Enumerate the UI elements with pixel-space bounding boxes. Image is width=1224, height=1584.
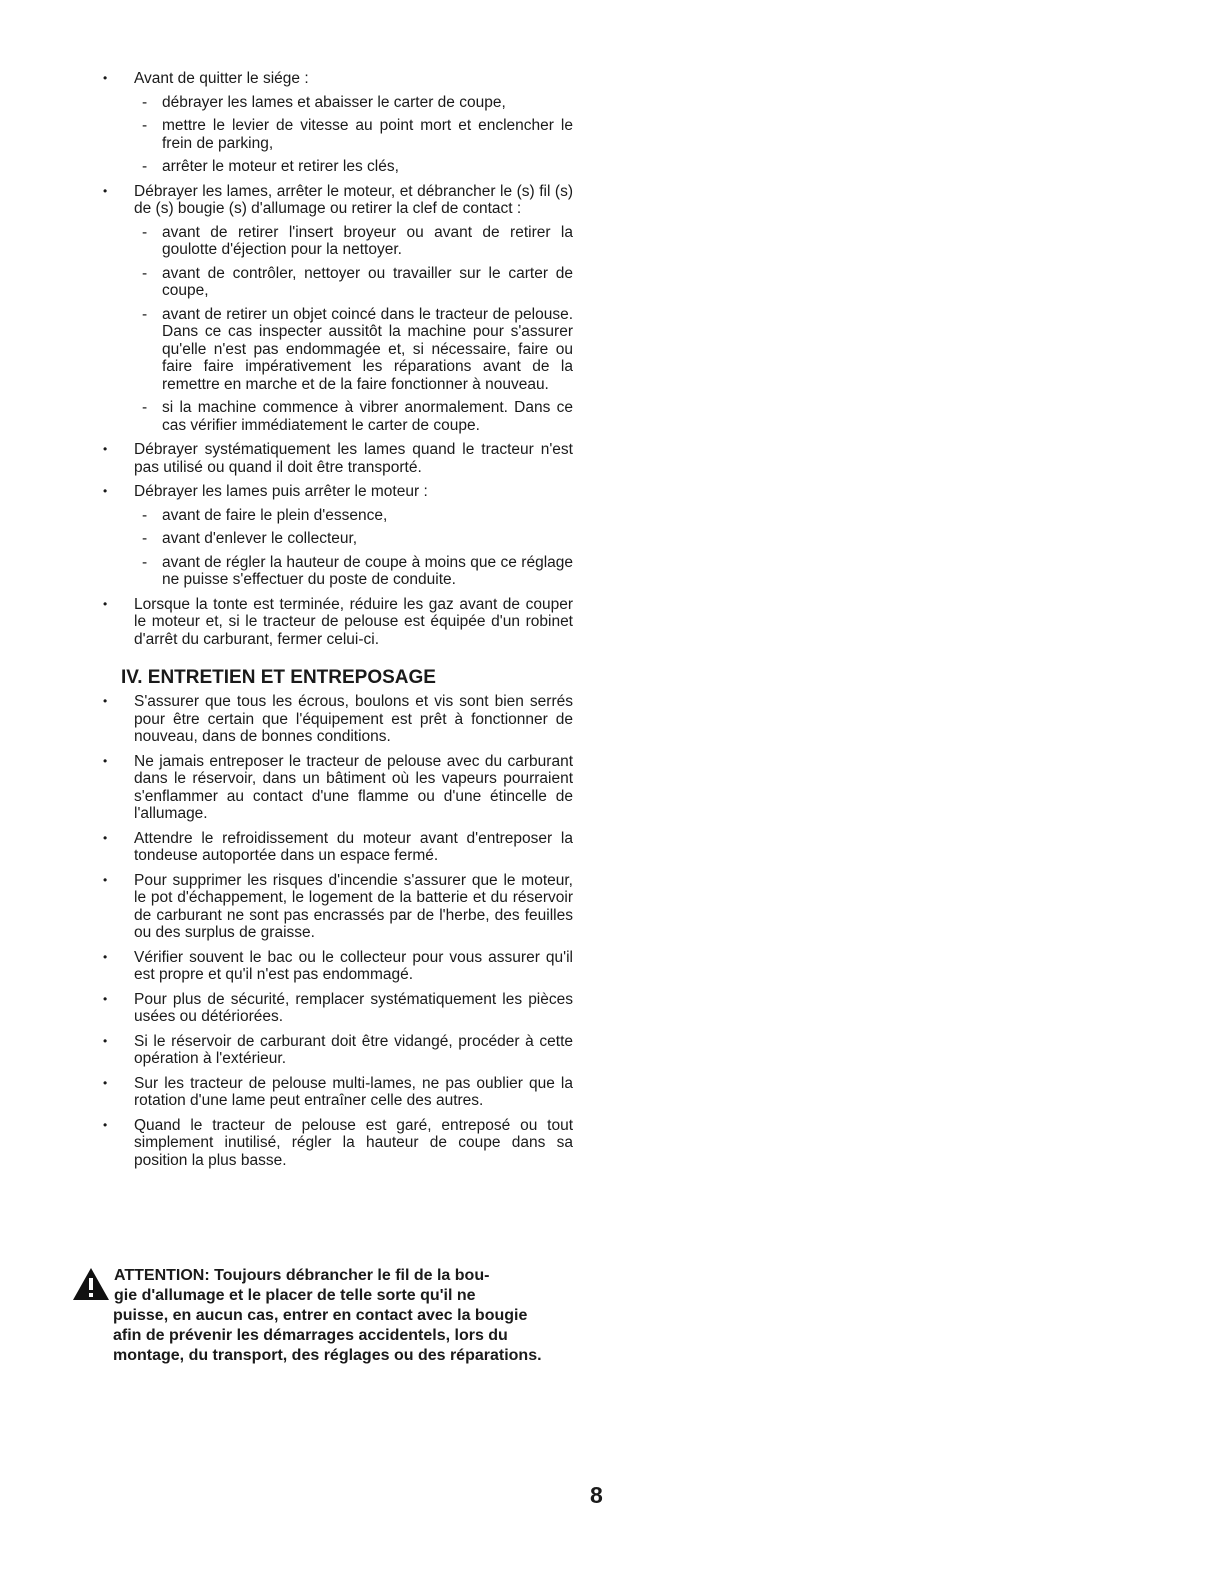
bullet-item: • Pour supprimer les risques d'incendie s'assurer que le moteur, le pot d'échappement, le logement de la batterie et du réservoir de carburant ne sont pas encrassés par de l'herbe, des feuilles ou des surplus de graisse. [103,872,573,942]
main-column [103,70,573,1176]
sub-item: - avant de contrôler, nettoyer ou travailler sur le carter de coupe, [132,265,573,300]
sub-item: - mettre le levier de vitesse au point mort et enclencher le frein de parking, [132,117,573,152]
sub-item: - avant de faire le plein d'essence, [132,507,573,525]
sub-item: - avant de régler la hauteur de coupe à moins que ce réglage ne puisse s'effectuer du poste de conduite. [132,554,573,589]
attention-warning [72,1266,542,1366]
attention-line: ATTENTION: Toujours débrancher le fil de la bou- [114,1267,490,1284]
bullet-item: • Vérifier souvent le bac ou le collecteur pour vous assurer qu'il est propre et qu'il n'est pas endommagé. [103,949,573,984]
bullet-item [103,70,573,176]
page-number: 8 [590,1482,603,1508]
bullet-item: • Pour plus de sécurité, remplacer systématiquement les pièces usées ou détériorées. [103,991,573,1026]
bullet-text: Débrayer systématiquement les lames quand le tracteur n'est pas utilisé ou quand il doit être transporté. [134,441,573,476]
warning-triangle-icon [72,1267,110,1301]
sub-item: - débrayer les lames et abaisser le carter de coupe, [132,94,573,112]
bullet-item [103,183,573,435]
bullet-item: • Quand le tracteur de pelouse est garé, entreposé ou tout simplement inutilisé, régler la hauteur de coupe dans sa position la plus basse. [103,1117,573,1170]
bullet-item: • Sur les tracteur de pelouse multi-lames, ne pas oublier que la rotation d'une lame peut entraîner celle des autres. [103,1075,573,1110]
bullet-item [103,483,573,589]
bullet-item: • S'assurer que tous les écrous, boulons et vis sont bien serrés pour être certain que l'équipement est prêt à fonctionner de nouveau, dans de bonnes conditions. [103,693,573,746]
bullet-text: Lorsque la tonte est terminée, réduire les gaz avant de couper le moteur et, si le tracteur de pelouse est équipée d'un robinet d'arrêt du carburant, fermer celui-ci. [134,595,573,648]
bullet-item: • Ne jamais entreposer le tracteur de pelouse avec du carburant dans le réservoir, dans un bâtiment où les vapeurs pourraient s'enflammer au contact d'une flamme ou d'une étincelle de l'allumage. [103,753,573,823]
bullet-text: Débrayer les lames, arrêter le moteur, et débrancher le (s) fil (s) de (s) bougie (s) d'allumage ou retirer la clef de contact : [134,182,573,217]
sub-item: - arrêter le moteur et retirer les clés, [132,158,573,176]
sub-item: - avant de retirer l'insert broyeur ou avant de retirer la goulotte d'éjection pour la nettoyer. [132,224,573,259]
sub-item: - si la machine commence à vibrer anormalement. Dans ce cas vérifier immédiatement le carter de coupe. [132,399,573,434]
attention-text [72,1266,542,1306]
attention-line: gie d'allumage et le placer de telle sorte qu'il ne [114,1287,476,1304]
section-heading: IV. ENTRETIEN ET ENTREPOSAGE [121,667,436,688]
sub-item: - avant de retirer un objet coincé dans le tracteur de pelouse. Dans ce cas inspecter aussitôt la machine pour s'assurer qu'elle n'est pas endommagée et, si nécessaire, faire ou faire faire impérativement les réparations avant de la remettre en marche et de la faire fonctionner à nouveau. [132,306,573,394]
bullet-item: • Attendre le refroidissement du moteur avant d'entreposer la tondeuse autoportée dans un espace fermé. [103,830,573,865]
sub-list [134,94,573,176]
sub-list [134,507,573,589]
attention-rest: puisse, en aucun cas, entrer en contact avec la bougie afin de prévenir les démarrages accidentels, lors du montage, du transport, des réglages ou des réparations. [113,1307,542,1364]
bullet-item: • Si le réservoir de carburant doit être vidangé, procéder à cette opération à l'extérieur. [103,1033,573,1068]
sub-item: - avant d'enlever le collecteur, [132,530,573,548]
bullet-item [103,596,573,649]
bullet-text: Débrayer les lames puis arrêter le moteur : [134,483,428,500]
sub-list [134,224,573,435]
bullet-text: Avant de quitter le siége : [134,70,309,87]
bullet-item [103,441,573,476]
